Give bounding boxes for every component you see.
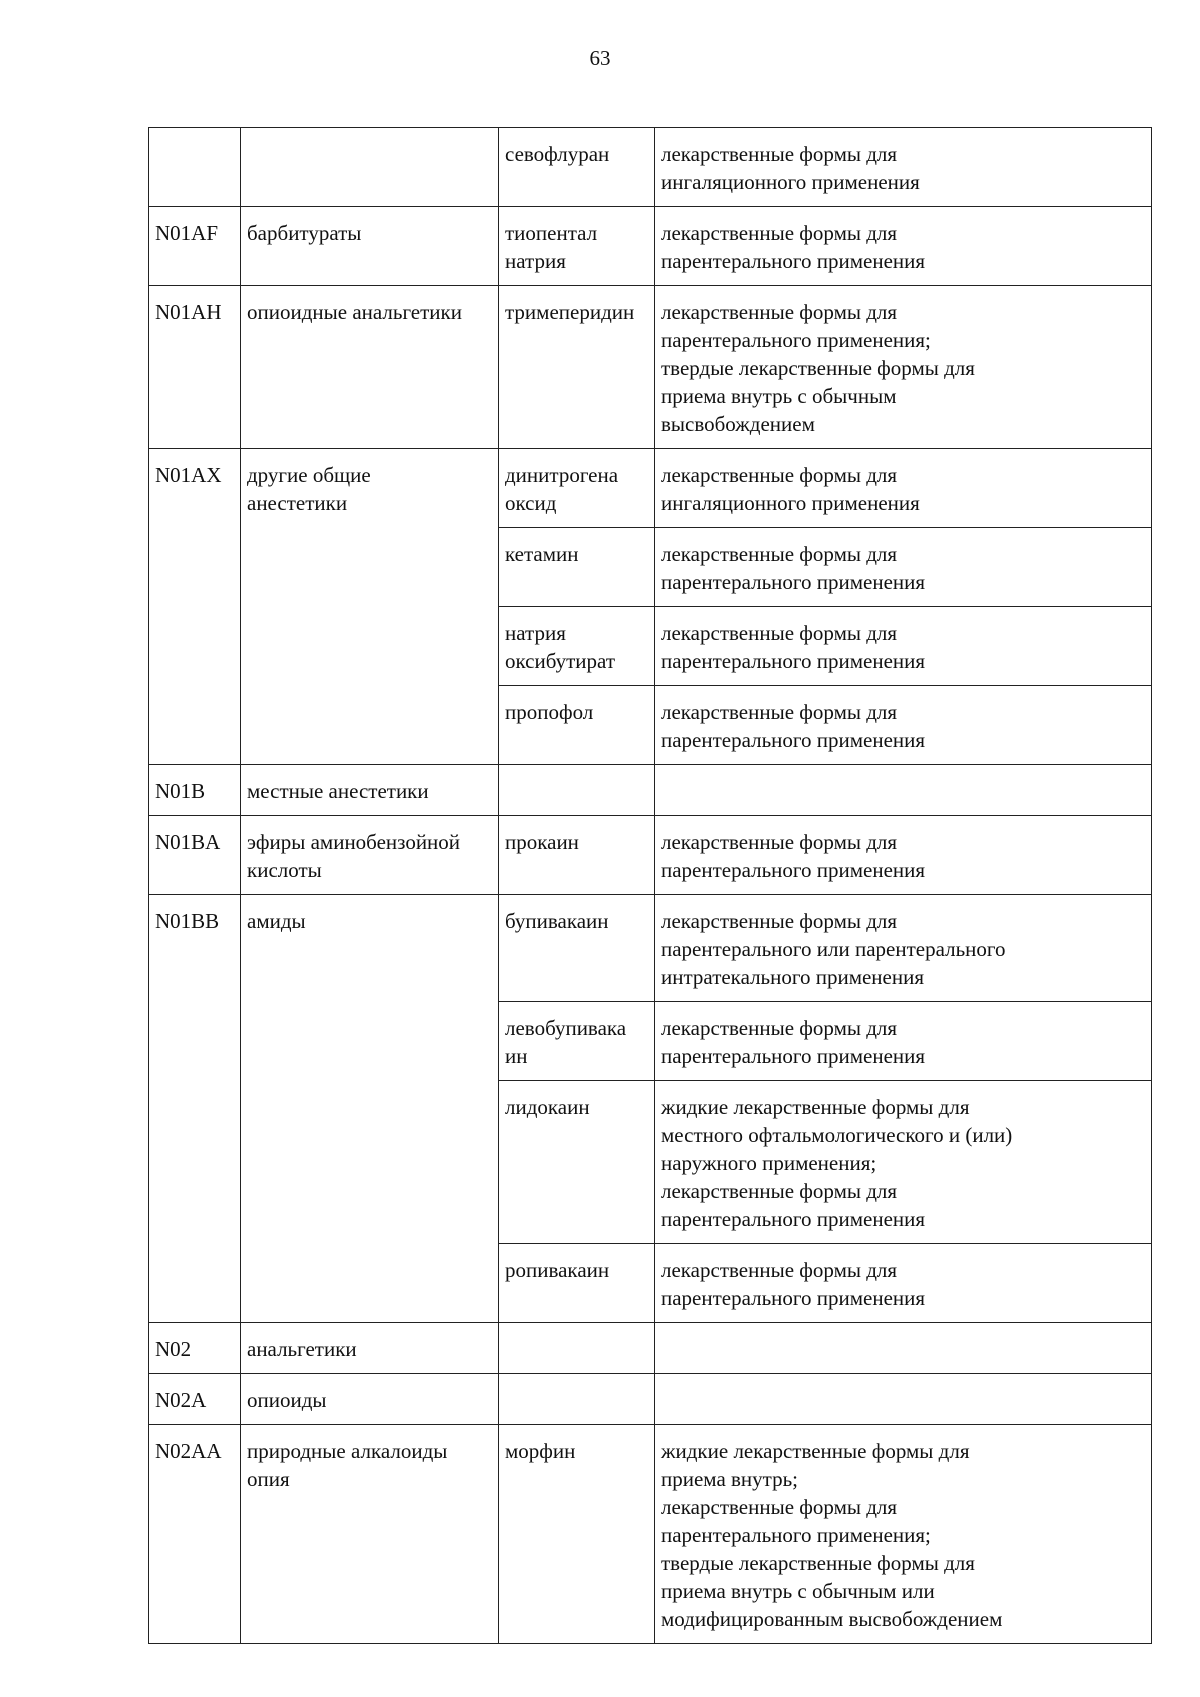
dosage-form-cell: лекарственные формы для парентерального применения bbox=[655, 1244, 1152, 1323]
atc-code-cell: N02A bbox=[149, 1374, 241, 1425]
atc-code-cell: N01BB bbox=[149, 895, 241, 1323]
dosage-form-cell: лекарственные формы для ингаляционного применения bbox=[655, 128, 1152, 207]
dosage-form-cell: лекарственные формы для ингаляционного применения bbox=[655, 449, 1152, 528]
atc-code-cell: N01BA bbox=[149, 816, 241, 895]
drug-cell: тримеперидин bbox=[499, 286, 655, 449]
table-row bbox=[149, 1374, 1152, 1425]
drug-cell: кетамин bbox=[499, 528, 655, 607]
dosage-form-cell: лекарственные формы для парентерального применения; твердые лекарственные формы для приема внутрь с обычным высвобождением bbox=[655, 286, 1152, 449]
dosage-form-cell bbox=[655, 1374, 1152, 1425]
drug-cell: левобупивака ин bbox=[499, 1002, 655, 1081]
table-row bbox=[149, 128, 1152, 207]
group-cell: опиоиды bbox=[241, 1374, 499, 1425]
table-row bbox=[149, 816, 1152, 895]
table-row bbox=[149, 1425, 1152, 1644]
atc-code-cell: N01AH bbox=[149, 286, 241, 449]
dosage-form-cell: жидкие лекарственные формы для местного офтальмологического и (или) наружного применения; лекарственные формы для парентерального применения bbox=[655, 1081, 1152, 1244]
dosage-form-cell: лекарственные формы для парентерального применения bbox=[655, 528, 1152, 607]
drug-cell bbox=[499, 1374, 655, 1425]
table-row bbox=[149, 286, 1152, 449]
table-row bbox=[149, 449, 1152, 528]
drug-cell: ропивакаин bbox=[499, 1244, 655, 1323]
drug-cell: бупивакаин bbox=[499, 895, 655, 1002]
drug-cell: лидокаин bbox=[499, 1081, 655, 1244]
group-cell: другие общие анестетики bbox=[241, 449, 499, 765]
drug-cell: натрия оксибутират bbox=[499, 607, 655, 686]
group-cell: эфиры аминобензойной кислоты bbox=[241, 816, 499, 895]
atc-code-cell: N02AA bbox=[149, 1425, 241, 1644]
group-cell: барбитураты bbox=[241, 207, 499, 286]
drug-cell: тиопентал натрия bbox=[499, 207, 655, 286]
atc-code-cell: N02 bbox=[149, 1323, 241, 1374]
group-cell: анальгетики bbox=[241, 1323, 499, 1374]
drug-cell bbox=[499, 1323, 655, 1374]
table-row bbox=[149, 765, 1152, 816]
group-cell: местные анестетики bbox=[241, 765, 499, 816]
dosage-form-cell bbox=[655, 765, 1152, 816]
group-cell bbox=[241, 128, 499, 207]
dosage-form-cell: лекарственные формы для парентерального или парентерального интратекального применения bbox=[655, 895, 1152, 1002]
drug-cell: динитрогена оксид bbox=[499, 449, 655, 528]
table-row bbox=[149, 1323, 1152, 1374]
drug-cell bbox=[499, 765, 655, 816]
group-cell: опиоидные анальгетики bbox=[241, 286, 499, 449]
table-row bbox=[149, 207, 1152, 286]
dosage-form-cell: жидкие лекарственные формы для приема внутрь; лекарственные формы для парентерального применения; твердые лекарственные формы для приема внутрь с обычным или модифицированным высвобождением bbox=[655, 1425, 1152, 1644]
group-cell: природные алкалоиды опия bbox=[241, 1425, 499, 1644]
dosage-form-cell bbox=[655, 1323, 1152, 1374]
group-cell: амиды bbox=[241, 895, 499, 1323]
atc-code-cell bbox=[149, 128, 241, 207]
drug-cell: пропофол bbox=[499, 686, 655, 765]
atc-code-cell: N01B bbox=[149, 765, 241, 816]
dosage-form-cell: лекарственные формы для парентерального применения bbox=[655, 1002, 1152, 1081]
page-number: 63 bbox=[589, 46, 611, 70]
drug-table bbox=[148, 127, 1152, 1644]
table-row bbox=[149, 895, 1152, 1002]
drug-cell: морфин bbox=[499, 1425, 655, 1644]
atc-code-cell: N01AX bbox=[149, 449, 241, 765]
atc-code-cell: N01AF bbox=[149, 207, 241, 286]
drug-cell: прокаин bbox=[499, 816, 655, 895]
dosage-form-cell: лекарственные формы для парентерального применения bbox=[655, 816, 1152, 895]
dosage-form-cell: лекарственные формы для парентерального применения bbox=[655, 607, 1152, 686]
drug-cell: севофлуран bbox=[499, 128, 655, 207]
dosage-form-cell: лекарственные формы для парентерального применения bbox=[655, 207, 1152, 286]
dosage-form-cell: лекарственные формы для парентерального применения bbox=[655, 686, 1152, 765]
